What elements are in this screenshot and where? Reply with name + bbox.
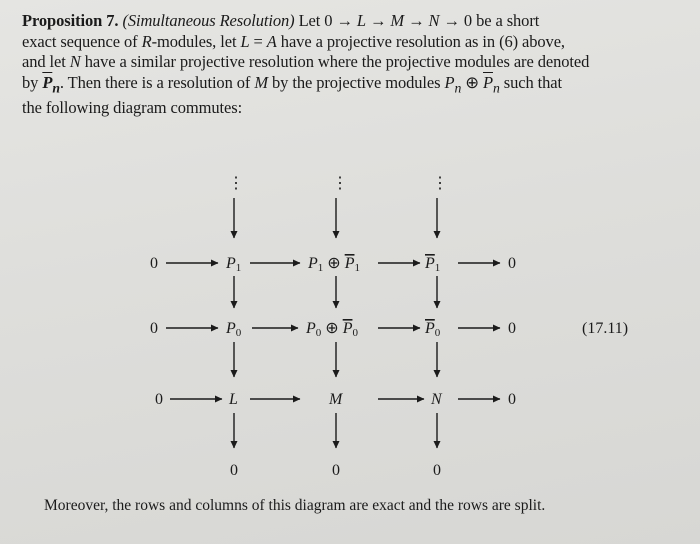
row1-P1-oplus-P1bar: P1 ⊕ P1: [308, 255, 360, 274]
row0-zero-right: 0: [508, 320, 516, 337]
rowL-zero-right: 0: [508, 391, 516, 408]
statement-line-3: and let N have a similar projective resolution where the projective modules are denoted: [22, 52, 590, 71]
vertical-arrows-row1-row0: [234, 276, 437, 308]
bottom-zero-left: 0: [230, 462, 238, 479]
row1-P1: P1: [226, 255, 242, 274]
rowL-zero-left: 0: [155, 391, 163, 408]
vertical-arrows-row0-rowL: [234, 342, 437, 377]
statement-line-5: the following diagram commutes:: [22, 98, 243, 118]
bottom-zero-right: 0: [433, 462, 441, 479]
dots-col-right: ⋮: [432, 175, 448, 192]
statement-line-1: Proposition 7. (Simultaneous Resolution) Let 0 → L → M → N → 0 be a short: [22, 11, 540, 30]
proposition-name: (Simultaneous Resolution): [122, 11, 295, 30]
rowL-M: M: [329, 391, 343, 408]
equation-number: (17.11): [582, 320, 629, 337]
row1-P1bar: P1: [425, 255, 441, 274]
statement-line-4: by $\overline{P}_n$. Then there is a resolution of M by the projective modules $P_n$ ⊕ $\overline{P}_n$ such that: [22, 72, 563, 95]
row0-P0-oplus-P0bar: P0 ⊕ P0: [306, 320, 358, 339]
dots-col-mid: ⋮: [332, 175, 348, 192]
row1-zero-right: 0: [508, 255, 516, 272]
statement-line-2: exact sequence of R-modules, let L = A have a projective resolution as in (6) above,: [22, 31, 565, 51]
proposition-label: Proposition 7.: [22, 11, 119, 30]
vertical-arrows-rowL-bottom: [234, 413, 437, 448]
rowL-L: L: [229, 391, 238, 408]
footer-text: Moreover, the rows and columns of this diagram are exact and the rows are split.: [44, 497, 546, 514]
row0-P0: P0: [226, 320, 242, 339]
row0-zero-left: 0: [150, 320, 158, 337]
rowL-N: N: [431, 391, 442, 408]
row1-zero-left: 0: [150, 255, 158, 272]
row0-P0bar: P0: [425, 320, 441, 339]
bottom-zero-mid: 0: [332, 462, 340, 479]
dots-col-left: ⋮: [228, 175, 244, 192]
vertical-arrows-top: [234, 198, 437, 238]
